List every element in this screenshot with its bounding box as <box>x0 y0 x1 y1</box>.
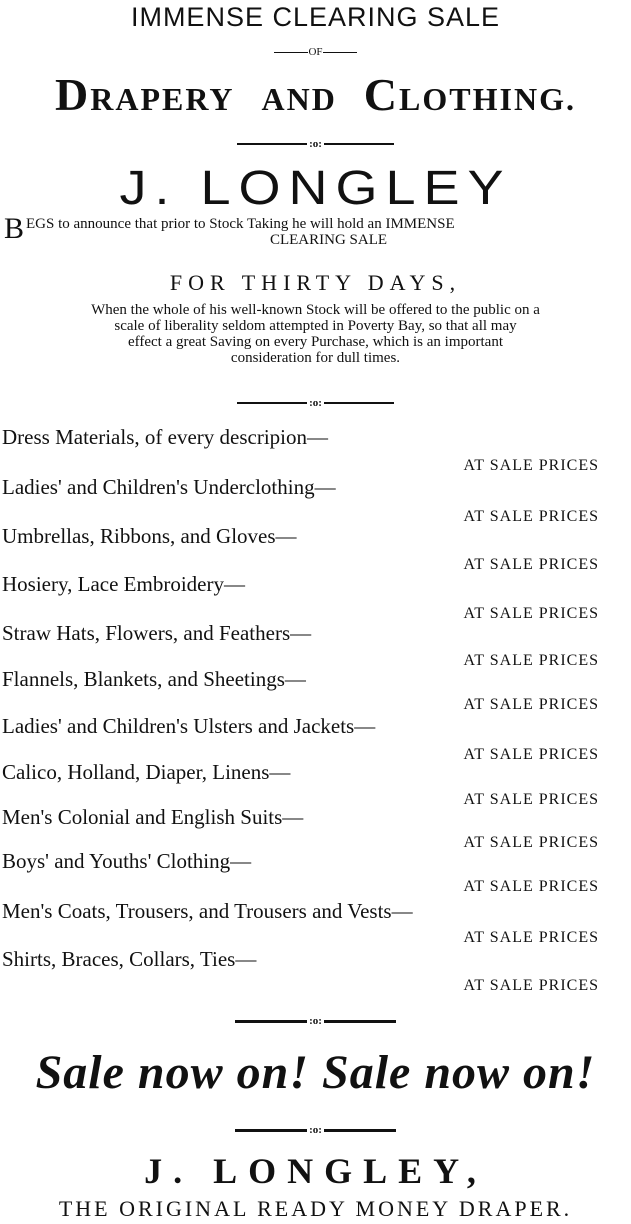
headline: IMMENSE CLEARING SALE <box>130 2 501 32</box>
duration: FOR THIRTY DAYS, <box>169 270 462 295</box>
divider-text: :o: <box>309 397 322 409</box>
drop-cap: B <box>4 212 25 245</box>
announcement <box>4 212 631 248</box>
list-item: Boys' and Youths' Clothing— <box>2 849 252 873</box>
price-label: AT SALE PRICES <box>463 834 599 851</box>
title <box>0 68 631 121</box>
price-label: AT SALE PRICES <box>463 605 599 622</box>
price-label: AT SALE PRICES <box>463 929 599 946</box>
paragraph <box>2 302 629 366</box>
price-label: AT SALE PRICES <box>463 696 599 713</box>
paragraph-line: effect a great Saving on every Purchase, which is an important <box>127 334 503 350</box>
proprietor-bottom: J. LONGLEY, <box>144 1151 487 1191</box>
divider-4 <box>0 1124 631 1136</box>
sale-banner: Sale now on! Sale now on! <box>35 1046 596 1099</box>
divider-2 <box>0 397 631 409</box>
price-label: AT SALE PRICES <box>463 746 599 763</box>
divider-text: :o: <box>309 1124 322 1136</box>
title-c: C <box>363 69 400 120</box>
price-label: AT SALE PRICES <box>463 791 599 808</box>
of-divider <box>0 46 631 58</box>
list-item: Calico, Holland, Diaper, Linens— <box>2 760 291 784</box>
price-label: AT SALE PRICES <box>463 652 599 669</box>
title-d: D <box>55 69 91 120</box>
title-and: AND <box>261 81 337 117</box>
list-item: Flannels, Blankets, and Sheetings— <box>2 667 306 691</box>
divider-1 <box>0 138 631 150</box>
divider-text: :o: <box>309 1015 322 1027</box>
tagline: THE ORIGINAL READY MONEY DRAPER. <box>58 1196 573 1221</box>
divider-3 <box>0 1015 631 1027</box>
price-label: AT SALE PRICES <box>463 508 599 525</box>
paragraph-line: When the whole of his well-known Stock will be offered to the public on a <box>91 302 540 318</box>
list-item: Men's Colonial and English Suits— <box>2 805 304 829</box>
proprietor-large: J. LONGLEY <box>119 161 512 215</box>
list-item: Hosiery, Lace Embroidery— <box>2 572 245 596</box>
list-item: Dress Materials, of every descripion— <box>2 425 328 449</box>
list-item: Straw Hats, Flowers, and Feathers— <box>2 621 312 645</box>
list-item: Shirts, Braces, Collars, Ties— <box>2 947 257 971</box>
of-text: OF <box>308 46 323 58</box>
paragraph-line: scale of liberality seldom attempted in Poverty Bay, so that all may <box>114 318 517 334</box>
announcement-line-1: EGS to announce that prior to Stock Taking he will hold an IMMENSE <box>26 216 455 232</box>
list-item: Men's Coats, Trousers, and Trousers and Vests— <box>2 899 413 923</box>
divider-text: :o: <box>309 138 322 150</box>
price-label: AT SALE PRICES <box>463 457 599 474</box>
announcement-line-2: CLEARING SALE <box>269 232 388 248</box>
price-label: AT SALE PRICES <box>463 878 599 895</box>
title-rapery: RAPERY <box>90 81 235 117</box>
price-label: AT SALE PRICES <box>463 556 599 573</box>
title-lothing: LOTHING. <box>399 81 576 117</box>
paragraph-line: consideration for dull times. <box>230 350 401 366</box>
list-item: Ladies' and Children's Underclothing— <box>2 475 336 499</box>
list-item: Ladies' and Children's Ulsters and Jackets— <box>2 714 376 738</box>
price-label: AT SALE PRICES <box>463 977 599 994</box>
list-item: Umbrellas, Ribbons, and Gloves— <box>2 524 297 548</box>
